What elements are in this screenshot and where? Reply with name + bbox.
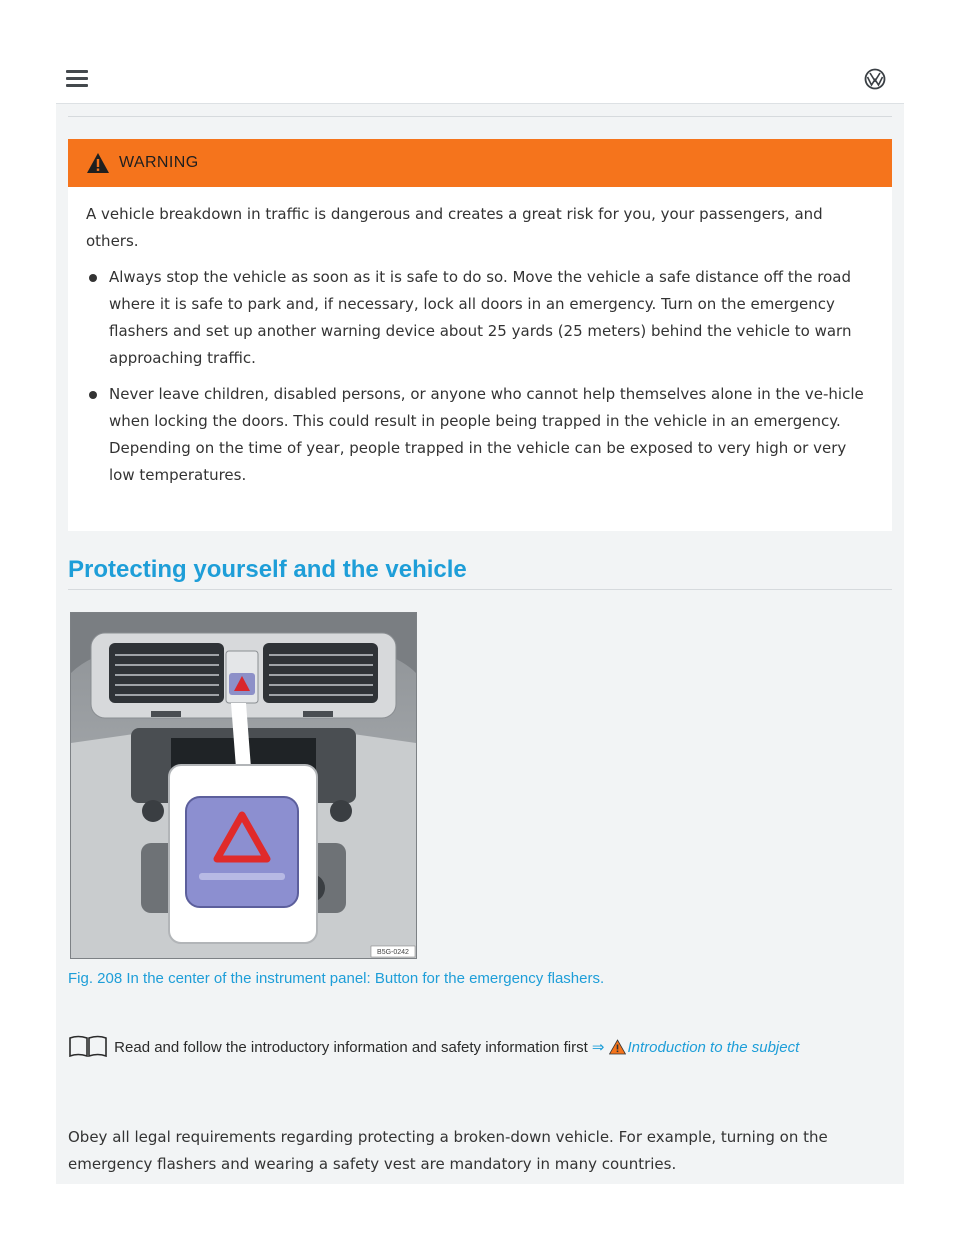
intro-note	[68, 1034, 898, 1061]
warning-body	[68, 187, 892, 489]
figure-image	[70, 612, 417, 959]
warning-list	[86, 264, 874, 489]
warning-triangle-icon	[609, 1039, 626, 1055]
section-title: Protecting yourself and the vehicle	[68, 556, 467, 583]
divider	[68, 116, 892, 117]
warning-header	[68, 139, 892, 187]
warning-triangle-icon	[86, 152, 110, 174]
divider	[68, 589, 892, 590]
figure-caption: Fig. 208 In the center of the instrument panel: Button for the emergency flashers.	[68, 970, 605, 987]
intro-text: Read and follow the introductory information and safety information first	[114, 1039, 588, 1056]
warning-item: Always stop the vehicle as soon as it is safe to do so. Move the vehicle a safe distance off the road where it is safe to park and, if necessary, lock all doors in an emergency. Turn on the emergency flashers and set up another warning device about 25 yards (25 meters) behind the vehicle to warn approaching traffic.	[86, 264, 874, 372]
warning-intro: A vehicle breakdown in traffic is dangerous and creates a great risk for you, your passengers, and others.	[86, 205, 823, 250]
intro-link[interactable]: Introduction to the subject	[627, 1039, 800, 1056]
hamburger-menu-icon[interactable]	[66, 70, 88, 88]
warning-box	[68, 139, 892, 531]
book-icon	[68, 1035, 108, 1057]
instrument-panel-illustration	[71, 613, 416, 958]
warning-label: WARNING	[119, 154, 199, 171]
figure-code: B5G-0242	[377, 949, 409, 956]
vw-logo-icon[interactable]	[864, 68, 886, 90]
content-area	[56, 104, 904, 1184]
intro-arrow: ⇒	[591, 1039, 605, 1056]
body-paragraph: Obey all legal requirements regarding protecting a broken-down vehicle. For example, turning on the emergency flashers and wearing a safety vest are mandatory in many countries.	[68, 1128, 828, 1173]
warning-item: Never leave children, disabled persons, or anyone who cannot help themselves alone in the ve-hicle when locking the doors. This could result in people being trapped in the vehicle in an emergency. Depending on the time of year, people trapped in the vehicle can be exposed to very high or very low temperatures.	[86, 381, 874, 489]
top-bar	[56, 56, 904, 104]
